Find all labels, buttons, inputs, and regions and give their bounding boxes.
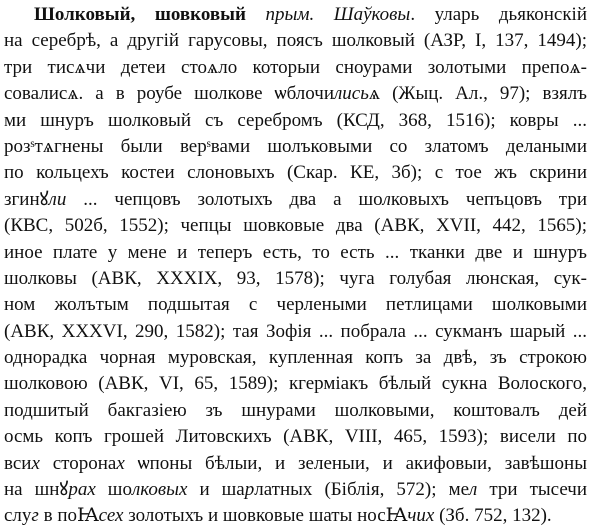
italic-segment: л	[382, 188, 391, 210]
italic-segment: рах	[68, 479, 96, 501]
dictionary-entry	[4, 2, 587, 530]
entry-text-line	[4, 213, 587, 239]
text-segment: на шнꙋ	[4, 479, 69, 501]
entry-text-line	[4, 266, 587, 292]
text-segment: совалисѧ. а в роубе шолкове ѡблочи	[4, 83, 334, 105]
entry-headline	[4, 2, 587, 28]
entry-text-line	[4, 371, 587, 397]
text-segment: ѡпоны бѣлыи, и зеленыи, и акифовыи, завѣшоны	[124, 452, 587, 474]
entry-text-line	[4, 398, 587, 424]
text-segment: (Зб. 752, 132).	[434, 505, 552, 527]
text-segment: слу	[4, 505, 32, 527]
italic-segment: прым. Шаўковы	[265, 4, 411, 25]
italic-segment: г	[31, 505, 39, 527]
entry-text-line	[4, 424, 587, 450]
text-segment	[246, 4, 266, 25]
italic-segment: х	[31, 452, 40, 474]
text-segment: иное плате у мене и теперъ есть, то есть ... тканки две и шнуръ	[4, 241, 587, 263]
text-segment: розˢтѧгнены были верˢвами шолъковыми со златомъ делаными	[4, 135, 587, 157]
entry-text-line	[4, 319, 587, 345]
italic-segment: лись	[334, 83, 369, 105]
entry-text-line	[4, 503, 587, 529]
text-segment: золотыхъ и шовковые шаты носꙖ	[123, 505, 408, 527]
text-segment: (АВК, XXXVI, 290, 1582); тая Зофія ... побрала ... сукманъ шарый ...	[4, 320, 587, 342]
entry-text-line	[4, 28, 587, 54]
text-segment: ... чепцовъ золотыхъ два а шо	[66, 188, 383, 210]
text-segment: шо	[95, 479, 132, 501]
text-segment: и ша	[187, 479, 245, 501]
text-segment: вси	[4, 452, 32, 474]
text-segment: ном жолътым подшытая с черлеными петлицами шолковыми	[4, 294, 587, 316]
entry-text-line	[4, 187, 587, 213]
entry-text-line	[4, 477, 587, 503]
entry-text-line	[4, 160, 587, 186]
entry-text-line	[4, 345, 587, 371]
text-segment: шолковы (АВК, XXXIX, 93, 1578); чуга голубая люнская, сук-	[4, 267, 587, 289]
text-segment: подшитый бакгазіею зъ шнурами шолковыми, коштовалъ дей	[4, 399, 587, 421]
italic-segment: ли	[48, 188, 67, 210]
text-segment: три тысечи	[477, 479, 588, 501]
text-segment: ѧ (Жыц. Ал., 97); взялъ	[368, 83, 587, 105]
text-segment: . уларь дьяконскій	[410, 4, 588, 25]
text-segment: латных (Біблія, 572); ме	[254, 479, 470, 501]
text-segment: на серебрѣ, а другій гарусовы, поясъ шолковый (АЗР, I, 137, 1494);	[4, 30, 587, 52]
text-segment: осмь копъ грошей Литовскихъ (АВК, VIII, 465, 1593); висели по	[4, 426, 587, 448]
italic-segment: чих	[407, 505, 435, 527]
entry-text-line	[4, 240, 587, 266]
text-segment: в поꙖ	[38, 505, 99, 527]
text-segment: шолковою (АВК, VI, 65, 1589); кгерміакъ бѣлый сукна Волоского,	[4, 373, 587, 395]
text-segment: згинꙋ	[4, 188, 49, 210]
text-segment: по кольцехъ костеи слоновыхъ (Скар. КЕ, 3б); с тое жъ скрини	[4, 162, 587, 184]
italic-segment: лковых	[131, 479, 188, 501]
entry-text-line	[4, 292, 587, 318]
text-segment: ковыхъ чепъцовъ три	[390, 188, 587, 210]
italic-segment: л	[469, 479, 478, 501]
italic-segment: х	[116, 452, 125, 474]
text-segment: ми шнуръ шолковый съ серебромъ (КСД, 368, 1516); ковры ...	[4, 109, 587, 131]
italic-segment: р	[244, 479, 255, 501]
entry-text-line	[4, 108, 587, 134]
entry-text-line	[4, 451, 587, 477]
text-segment: однорадка чорная муровская, купленная копъ за двѣ, зъ строкою	[4, 347, 587, 369]
italic-segment: сех	[98, 505, 124, 527]
text-segment: три тисѧчи детеи стоѧло которыи сноурами золотыми препоѧ-	[4, 56, 587, 78]
entry-text-line	[4, 55, 587, 81]
text-segment: сторона	[39, 452, 117, 474]
entry-text-line	[4, 81, 587, 107]
entry-text-line	[4, 134, 587, 160]
text-segment: (КВС, 502б, 1552); чепцы шовковые два (АВК, XVII, 442, 1565);	[4, 215, 587, 237]
headword: Шолковый, шовковый	[34, 4, 246, 25]
